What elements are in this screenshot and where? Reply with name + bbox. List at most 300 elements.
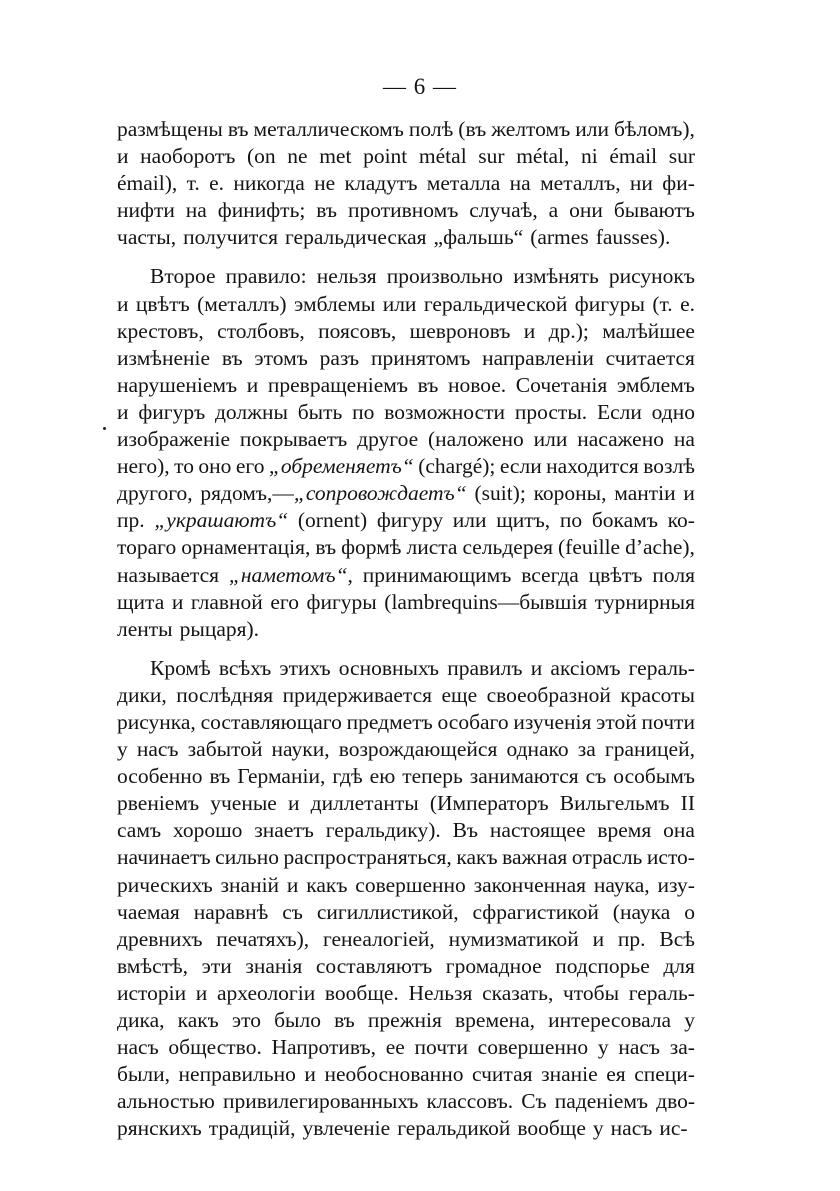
text-line xyxy=(117,318,695,345)
word: какъ xyxy=(177,1008,219,1032)
paragraph xyxy=(117,116,695,251)
text-line xyxy=(117,1007,695,1034)
word: (feuille xyxy=(558,535,621,560)
word: Кромѣ xyxy=(150,655,211,680)
word: чтобы xyxy=(562,980,620,1005)
text-line xyxy=(117,1088,695,1115)
word: размѣщены xyxy=(117,117,223,141)
word: на xyxy=(185,198,207,223)
word: métal xyxy=(418,144,467,169)
word: Всѣ xyxy=(659,926,695,951)
word: времена, xyxy=(455,1008,536,1032)
word: бѣломъ), xyxy=(613,117,695,141)
word: желтомъ xyxy=(491,117,571,141)
word: особымъ xyxy=(613,764,695,789)
word: своеобразной xyxy=(486,682,611,707)
word: „обременяетъ“ xyxy=(268,454,414,479)
text-line xyxy=(117,872,695,899)
word: древнихъ xyxy=(117,926,203,951)
word: по xyxy=(352,399,375,424)
word: произвольно xyxy=(386,264,504,289)
word: теперь xyxy=(402,764,463,789)
paragraph-gap xyxy=(117,643,695,655)
word: специ- xyxy=(634,1062,695,1087)
text-line xyxy=(117,224,695,251)
word: занимаются xyxy=(469,764,579,789)
word: наравнѣ xyxy=(193,899,269,924)
word: мантіи xyxy=(614,481,676,506)
word: оно xyxy=(198,454,232,479)
word: получится xyxy=(183,225,278,250)
word: съ xyxy=(282,899,303,924)
word: отрасль xyxy=(571,845,643,870)
word: границей, xyxy=(604,737,695,762)
word: этомъ xyxy=(254,345,308,370)
word: его xyxy=(235,454,265,479)
word: (наложено xyxy=(428,427,524,452)
word: а xyxy=(548,198,559,223)
text-line xyxy=(117,817,695,844)
word: и xyxy=(523,318,536,343)
word: и xyxy=(286,872,299,897)
paragraph xyxy=(117,263,695,642)
word: или xyxy=(382,291,417,316)
word: для xyxy=(663,953,695,978)
word: нельзя xyxy=(316,264,377,289)
word: за xyxy=(577,737,596,762)
text-line xyxy=(117,116,695,143)
word: насъ xyxy=(117,1035,159,1060)
word: дики, xyxy=(117,682,167,707)
word: эти xyxy=(201,953,232,978)
word: и xyxy=(288,791,300,816)
text-line xyxy=(117,480,695,507)
body-text xyxy=(117,116,695,1142)
word: эмблемы xyxy=(293,291,376,316)
word: и xyxy=(592,926,605,951)
word: него), xyxy=(117,454,170,479)
word: это xyxy=(231,1008,261,1032)
word: т. xyxy=(186,171,200,196)
word: просты. xyxy=(514,399,588,424)
word: ко- xyxy=(667,508,695,533)
word: какъ xyxy=(306,872,348,897)
text-line xyxy=(117,453,695,480)
word: и xyxy=(117,291,129,316)
word: особенно xyxy=(117,764,203,789)
word: point xyxy=(363,144,408,169)
word: правилъ xyxy=(447,655,523,680)
text-line xyxy=(117,980,695,1007)
word: въ xyxy=(221,345,243,370)
word: (металлъ) xyxy=(197,291,287,316)
word: насъ xyxy=(610,1116,653,1141)
word: науки, xyxy=(271,737,330,762)
word: совершенно xyxy=(477,1035,589,1060)
word: въ xyxy=(209,764,231,789)
word: е. xyxy=(680,291,695,316)
word: металла xyxy=(426,171,501,196)
word: по xyxy=(559,508,583,533)
word: рыцаря). xyxy=(179,616,260,641)
word: печатяхъ), xyxy=(216,926,310,951)
word: вообще xyxy=(517,1116,586,1141)
word: Вильгельмъ xyxy=(559,791,670,816)
word: находится xyxy=(546,454,639,479)
text-line xyxy=(117,616,695,643)
word: ученые xyxy=(210,791,277,816)
word: орнаментація, xyxy=(181,535,311,560)
word: этой xyxy=(596,709,637,734)
word: сильно xyxy=(215,845,279,870)
word: дика, xyxy=(117,1008,165,1032)
word: знаніе xyxy=(541,1062,598,1087)
word: ея xyxy=(606,1062,626,1087)
word: привилегированныхъ xyxy=(222,1089,419,1114)
word: всегда xyxy=(521,562,579,587)
text-line xyxy=(117,197,695,224)
word: однако xyxy=(506,737,569,762)
word: придерживается xyxy=(282,682,433,707)
word: время xyxy=(597,818,652,843)
word: рядомъ,—„сопровождаетъ“ xyxy=(200,481,467,506)
word: (въ xyxy=(458,117,487,141)
word: классовъ. xyxy=(426,1089,514,1114)
word: щитъ, xyxy=(496,508,551,533)
word: рвеніемъ xyxy=(117,791,200,816)
word: традицій, xyxy=(208,1116,296,1141)
word: одно xyxy=(651,399,695,424)
word: кладутъ xyxy=(344,171,418,196)
word: его xyxy=(270,589,299,614)
text-line xyxy=(117,291,695,318)
word: неправильно xyxy=(178,1062,296,1087)
word: Съ xyxy=(521,1089,547,1114)
word: изученія xyxy=(513,709,592,734)
word: или xyxy=(533,427,568,452)
word: фи- xyxy=(662,171,695,196)
word: цвѣтъ xyxy=(135,291,190,316)
word: (Императоръ xyxy=(429,791,549,816)
text-line xyxy=(117,926,695,953)
word: бокамъ xyxy=(591,508,658,533)
word: гераль- xyxy=(628,655,695,680)
word: Сочетанія xyxy=(515,372,608,397)
word: покрываетъ xyxy=(239,427,348,452)
text-line xyxy=(117,655,695,682)
word: у xyxy=(597,1035,609,1060)
word: „фальшь“ xyxy=(433,225,524,250)
word: щита xyxy=(117,589,165,614)
word: бываютъ xyxy=(613,198,695,223)
word: металлическомъ xyxy=(253,117,404,141)
paragraph-gap xyxy=(117,251,695,263)
word: нарушеніемъ xyxy=(117,372,238,397)
word: было xyxy=(274,1008,321,1032)
word: рисунокъ xyxy=(608,264,695,289)
word: и xyxy=(530,655,543,680)
word: важная xyxy=(502,845,568,870)
word: металлъ, xyxy=(540,171,621,196)
word: и xyxy=(171,589,184,614)
word: за- xyxy=(669,1035,695,1060)
word: направленіи xyxy=(482,345,594,370)
word: d’ache), xyxy=(625,535,695,560)
word: всѣхъ xyxy=(218,655,272,680)
word: диллетанты xyxy=(310,791,419,816)
word: столбовъ, xyxy=(217,318,305,343)
word: „украшаютъ“ xyxy=(154,508,289,533)
word: хорошо xyxy=(172,818,243,843)
word: въ xyxy=(227,117,249,141)
text-line xyxy=(117,372,695,399)
word: вмѣстѣ, xyxy=(117,953,189,978)
word: ленты xyxy=(117,616,173,641)
word: чаемая xyxy=(117,899,180,924)
text-line xyxy=(117,562,695,589)
word: малѣйшее xyxy=(602,318,695,343)
word: Нельзя xyxy=(408,980,473,1005)
text-line xyxy=(117,844,695,871)
word: и xyxy=(304,1062,316,1087)
word: никогда xyxy=(233,171,305,196)
word: met xyxy=(319,144,352,169)
word: фигуру xyxy=(376,508,444,533)
word: альностью xyxy=(117,1089,215,1114)
word: и xyxy=(117,399,129,424)
word: у xyxy=(592,1116,604,1141)
word: или xyxy=(575,117,609,141)
word: и xyxy=(683,481,695,506)
word: какъ xyxy=(456,845,498,870)
text-line xyxy=(117,1034,695,1061)
word: цвѣтъ xyxy=(588,562,643,587)
text-line xyxy=(117,1061,695,1088)
word: сфрагистикой xyxy=(472,899,599,924)
word: совершенно xyxy=(355,872,466,897)
text-line xyxy=(117,763,695,790)
word: нумизматикой xyxy=(448,926,579,951)
word: геральдическая xyxy=(285,225,427,250)
word: ею xyxy=(369,764,396,789)
text-line xyxy=(117,399,695,426)
text-line xyxy=(117,263,695,290)
word: новое. xyxy=(447,372,507,397)
word: (on xyxy=(246,144,276,169)
word: подспорье xyxy=(555,953,650,978)
text-line xyxy=(117,736,695,763)
word: гераль- xyxy=(628,980,695,1005)
word: фигуръ xyxy=(138,399,206,424)
word: геральдику). xyxy=(325,818,441,843)
text-line xyxy=(117,953,695,980)
word: рянскихъ xyxy=(117,1116,202,1141)
word: знаній xyxy=(220,872,280,897)
text-line xyxy=(117,507,695,534)
word: наука, xyxy=(593,872,650,897)
word: другое xyxy=(357,427,419,452)
word: ис- xyxy=(659,1116,688,1141)
word: наоборотъ xyxy=(140,144,236,169)
word: тораго xyxy=(117,535,177,560)
word: были, xyxy=(117,1062,170,1087)
word: émail xyxy=(609,144,658,169)
word: гдѣ xyxy=(332,764,363,789)
word: правило: xyxy=(225,264,307,289)
word: насъ xyxy=(618,1035,661,1060)
text-line xyxy=(117,709,695,736)
word: разъ xyxy=(319,345,360,370)
word: противномъ xyxy=(347,198,459,223)
word: не xyxy=(314,171,336,196)
word: необоснованно xyxy=(324,1062,464,1087)
word: фигуры xyxy=(306,589,377,614)
word: ni xyxy=(580,144,598,169)
word: считая xyxy=(472,1062,533,1087)
word: археологіи xyxy=(216,980,316,1005)
word: sur xyxy=(478,144,505,169)
ink-speck xyxy=(103,427,106,430)
word: шевроновъ xyxy=(409,318,511,343)
word: геральдикой xyxy=(397,1116,511,1141)
word: (ornent) xyxy=(297,508,368,533)
word: (т. xyxy=(652,291,673,316)
word: пр. xyxy=(617,926,646,951)
text-line xyxy=(117,790,695,817)
word: émail), xyxy=(117,171,178,196)
word: на xyxy=(673,427,695,452)
word: или xyxy=(452,508,487,533)
text-line xyxy=(117,426,695,453)
word: сигиллистикой, xyxy=(316,899,459,924)
word: въ xyxy=(316,198,338,223)
word: (наука xyxy=(612,899,671,924)
text-line xyxy=(117,170,695,197)
word: увлеченіе xyxy=(302,1116,391,1141)
word: (suit); xyxy=(474,481,526,506)
word: поля xyxy=(652,562,695,587)
word: знаетъ xyxy=(254,818,314,843)
word: распространяться, xyxy=(283,845,452,870)
word: (chargé); xyxy=(418,454,496,479)
word: случаѣ, xyxy=(469,198,538,223)
text-line xyxy=(117,345,695,372)
word: поясовъ, xyxy=(318,318,397,343)
word: забытой xyxy=(187,737,263,762)
word: почти xyxy=(641,709,695,734)
word: на xyxy=(509,171,531,196)
word: измѣненіе xyxy=(117,345,211,370)
word: эмблемъ xyxy=(616,372,695,397)
word: принимающимъ xyxy=(362,562,512,587)
word: ne xyxy=(287,144,308,169)
word: измѣнять xyxy=(513,264,599,289)
text-line xyxy=(117,1115,695,1142)
word: начинаетъ xyxy=(117,845,211,870)
word: у xyxy=(684,1008,695,1032)
word: полѣ xyxy=(408,117,454,141)
word: прежнія xyxy=(367,1008,442,1032)
word: турнирныя xyxy=(594,589,695,614)
word: сельдерея xyxy=(462,535,554,560)
word: въ xyxy=(315,535,337,560)
word: то xyxy=(174,454,194,479)
word: аксіомъ xyxy=(550,655,621,680)
word: послѣдняя xyxy=(176,682,274,707)
word: этихъ xyxy=(279,655,331,680)
word: общество. xyxy=(168,1035,262,1060)
word: возможности xyxy=(384,399,506,424)
word: сказать, xyxy=(482,980,554,1005)
word: и xyxy=(195,980,208,1005)
word: короны, xyxy=(533,481,607,506)
word: II xyxy=(680,791,695,816)
word: Въ xyxy=(452,818,479,843)
word: финифть; xyxy=(217,198,306,223)
word: и xyxy=(117,144,129,169)
word: исто- xyxy=(646,845,695,870)
word: fausses). xyxy=(595,225,671,250)
word: часты, xyxy=(117,225,177,250)
word: исторіи xyxy=(117,980,187,1005)
word: пр. xyxy=(117,508,145,533)
text-line xyxy=(117,143,695,170)
word: генеалогіей, xyxy=(322,926,435,951)
word: другого, xyxy=(117,481,193,506)
word: насъ xyxy=(136,737,179,762)
word: паденіемъ xyxy=(554,1089,649,1114)
word: законченная xyxy=(473,872,587,897)
word: принятомъ xyxy=(370,345,471,370)
word: листа xyxy=(406,535,458,560)
word: съ xyxy=(585,764,607,789)
word: métal, xyxy=(516,144,570,169)
word: знанія xyxy=(245,953,303,978)
word: Если xyxy=(596,399,642,424)
word: рисунка, xyxy=(117,709,196,734)
text-line xyxy=(117,534,695,561)
word: Второе xyxy=(150,264,216,289)
word: красоты xyxy=(620,682,695,707)
word: вообще. xyxy=(324,980,399,1005)
word: громадное xyxy=(445,953,542,978)
word: въ xyxy=(417,372,439,397)
word: составляющаго xyxy=(200,709,342,734)
word: формѣ xyxy=(341,535,402,560)
word: самъ xyxy=(117,818,162,843)
word: настоящее xyxy=(489,818,586,843)
word: изу- xyxy=(657,872,695,897)
word: въ xyxy=(334,1008,355,1032)
word: должны xyxy=(214,399,288,424)
word: особаго xyxy=(437,709,509,734)
word: главной xyxy=(190,589,263,614)
word: ее xyxy=(385,1035,405,1060)
text-line xyxy=(117,899,695,926)
word: насажено xyxy=(577,427,664,452)
word: „наметомъ“, xyxy=(228,562,353,587)
word: др.); xyxy=(548,318,589,343)
word: (armes xyxy=(530,225,589,250)
word: она xyxy=(663,818,695,843)
paragraph xyxy=(117,655,695,1143)
page-number: — 6 — xyxy=(383,74,457,99)
word: они xyxy=(569,198,603,223)
word: считается xyxy=(605,345,695,370)
word: основныхъ xyxy=(338,655,440,680)
word: нифти xyxy=(117,198,175,223)
word: ни xyxy=(629,171,653,196)
